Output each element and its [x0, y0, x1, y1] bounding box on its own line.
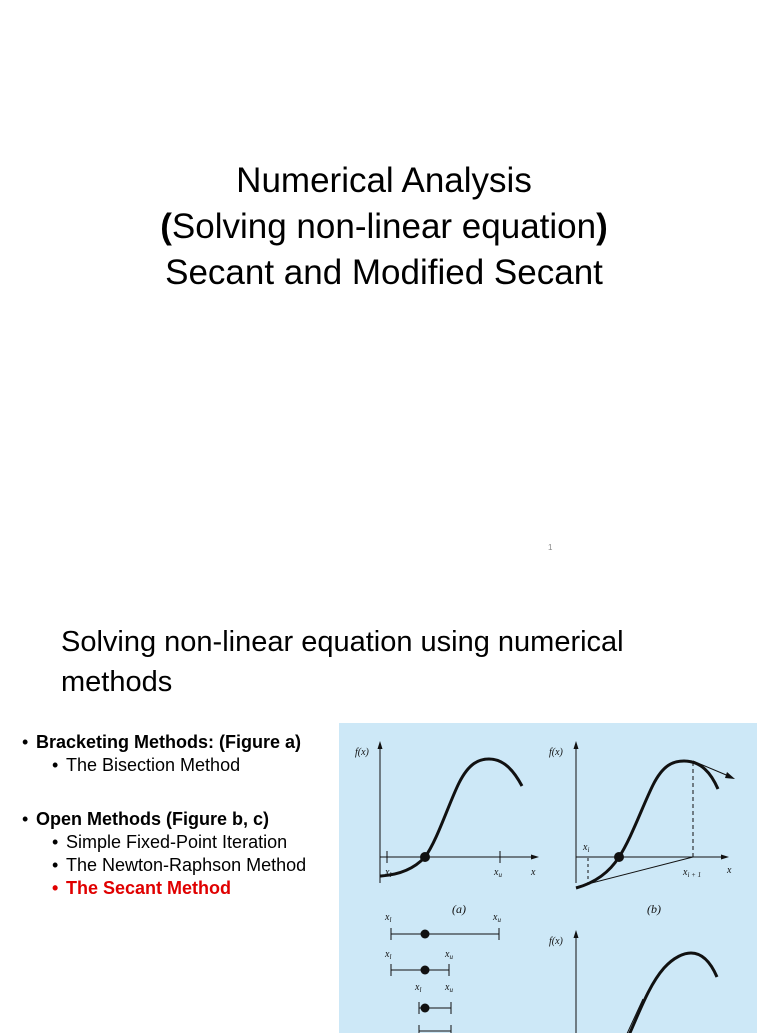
panel-a-xl-label: $x_l$ [385, 867, 392, 879]
content-slide [0, 580, 768, 1024]
bisection-intervals [384, 912, 501, 1033]
method-figure-svg [339, 723, 757, 1033]
interval3-xu-label: $x_u$ [445, 982, 453, 994]
bullet-list [14, 730, 334, 900]
interval2-xl-label: $x_l$ [385, 949, 392, 961]
panel-b-fx-label: f(x) [549, 747, 563, 758]
bullet-secant-method: • The Secant Method [14, 877, 334, 900]
panel-b-y-arrow [574, 741, 579, 749]
subtitle-open-paren: ( [160, 207, 172, 246]
slide-title: Numerical Analysis [236, 161, 532, 200]
method-figure [339, 723, 757, 1033]
slide-title-secondary: Secant and Modified Secant [165, 253, 603, 292]
interval2-xu-label: $x_u$ [445, 949, 453, 961]
panel-a-y-arrow [378, 741, 383, 749]
panel-b-x-label: x [727, 865, 732, 876]
panel-b-graph [549, 741, 735, 916]
interval1-xu-label: $x_u$ [493, 912, 501, 924]
slide-heading: Solving non-linear equation using numerical methods [61, 626, 624, 698]
bullet-open-methods: • Open Methods (Figure b, c) [14, 807, 334, 831]
panel-a-x-arrow [531, 855, 539, 860]
panel-b-x-arrow [721, 855, 729, 860]
panel-b-tangent-arrowhead [725, 772, 735, 779]
bullet-bracketing-methods: • Bracketing Methods: (Figure a) [14, 730, 334, 754]
panel-c-fx-label: f(x) [549, 936, 563, 947]
panel-a-xu-label: $x_u$ [494, 867, 502, 879]
panel-a-x-label: x [531, 867, 536, 878]
panel-c-y-arrow [574, 930, 579, 938]
panel-b-tangent-line [576, 857, 693, 887]
panel-b-xi1-label: $x_{i + 1}$ [683, 867, 702, 879]
bullet-bisection-method: • The Bisection Method [14, 754, 334, 777]
interval3-root-point [421, 1004, 430, 1013]
panel-b-caption: (b) [647, 902, 661, 916]
panel-b-tangent-arrow [693, 761, 731, 777]
subtitle-text: Solving non-linear equation [171, 207, 597, 246]
panel-c-curve [629, 953, 717, 1033]
panel-a-root-point [420, 852, 430, 862]
slide-subtitle [0, 204, 768, 250]
interval3-xl-label: $x_l$ [415, 982, 422, 994]
interval1-xl-label: $x_l$ [385, 912, 392, 924]
title-block [0, 158, 768, 296]
slide-page-number: 1 [548, 543, 553, 552]
panel-c-graph [549, 930, 717, 1033]
panel-b-root-point [614, 852, 624, 862]
panel-c-secant-line [625, 999, 643, 1033]
panel-a-fx-label: f(x) [355, 747, 369, 758]
panel-a-graph [355, 741, 539, 916]
subtitle-close-paren: ) [596, 207, 608, 246]
panel-a-caption: (a) [452, 902, 466, 916]
panel-a-curve [380, 759, 522, 876]
bullet-newton-raphson: • The Newton-Raphson Method [14, 854, 334, 877]
bullet-fixed-point-iteration: • Simple Fixed-Point Iteration [14, 831, 334, 854]
panel-b-xi-label: $x_i$ [583, 842, 590, 854]
interval2-root-point [421, 966, 430, 975]
interval1-root-point [421, 930, 430, 939]
